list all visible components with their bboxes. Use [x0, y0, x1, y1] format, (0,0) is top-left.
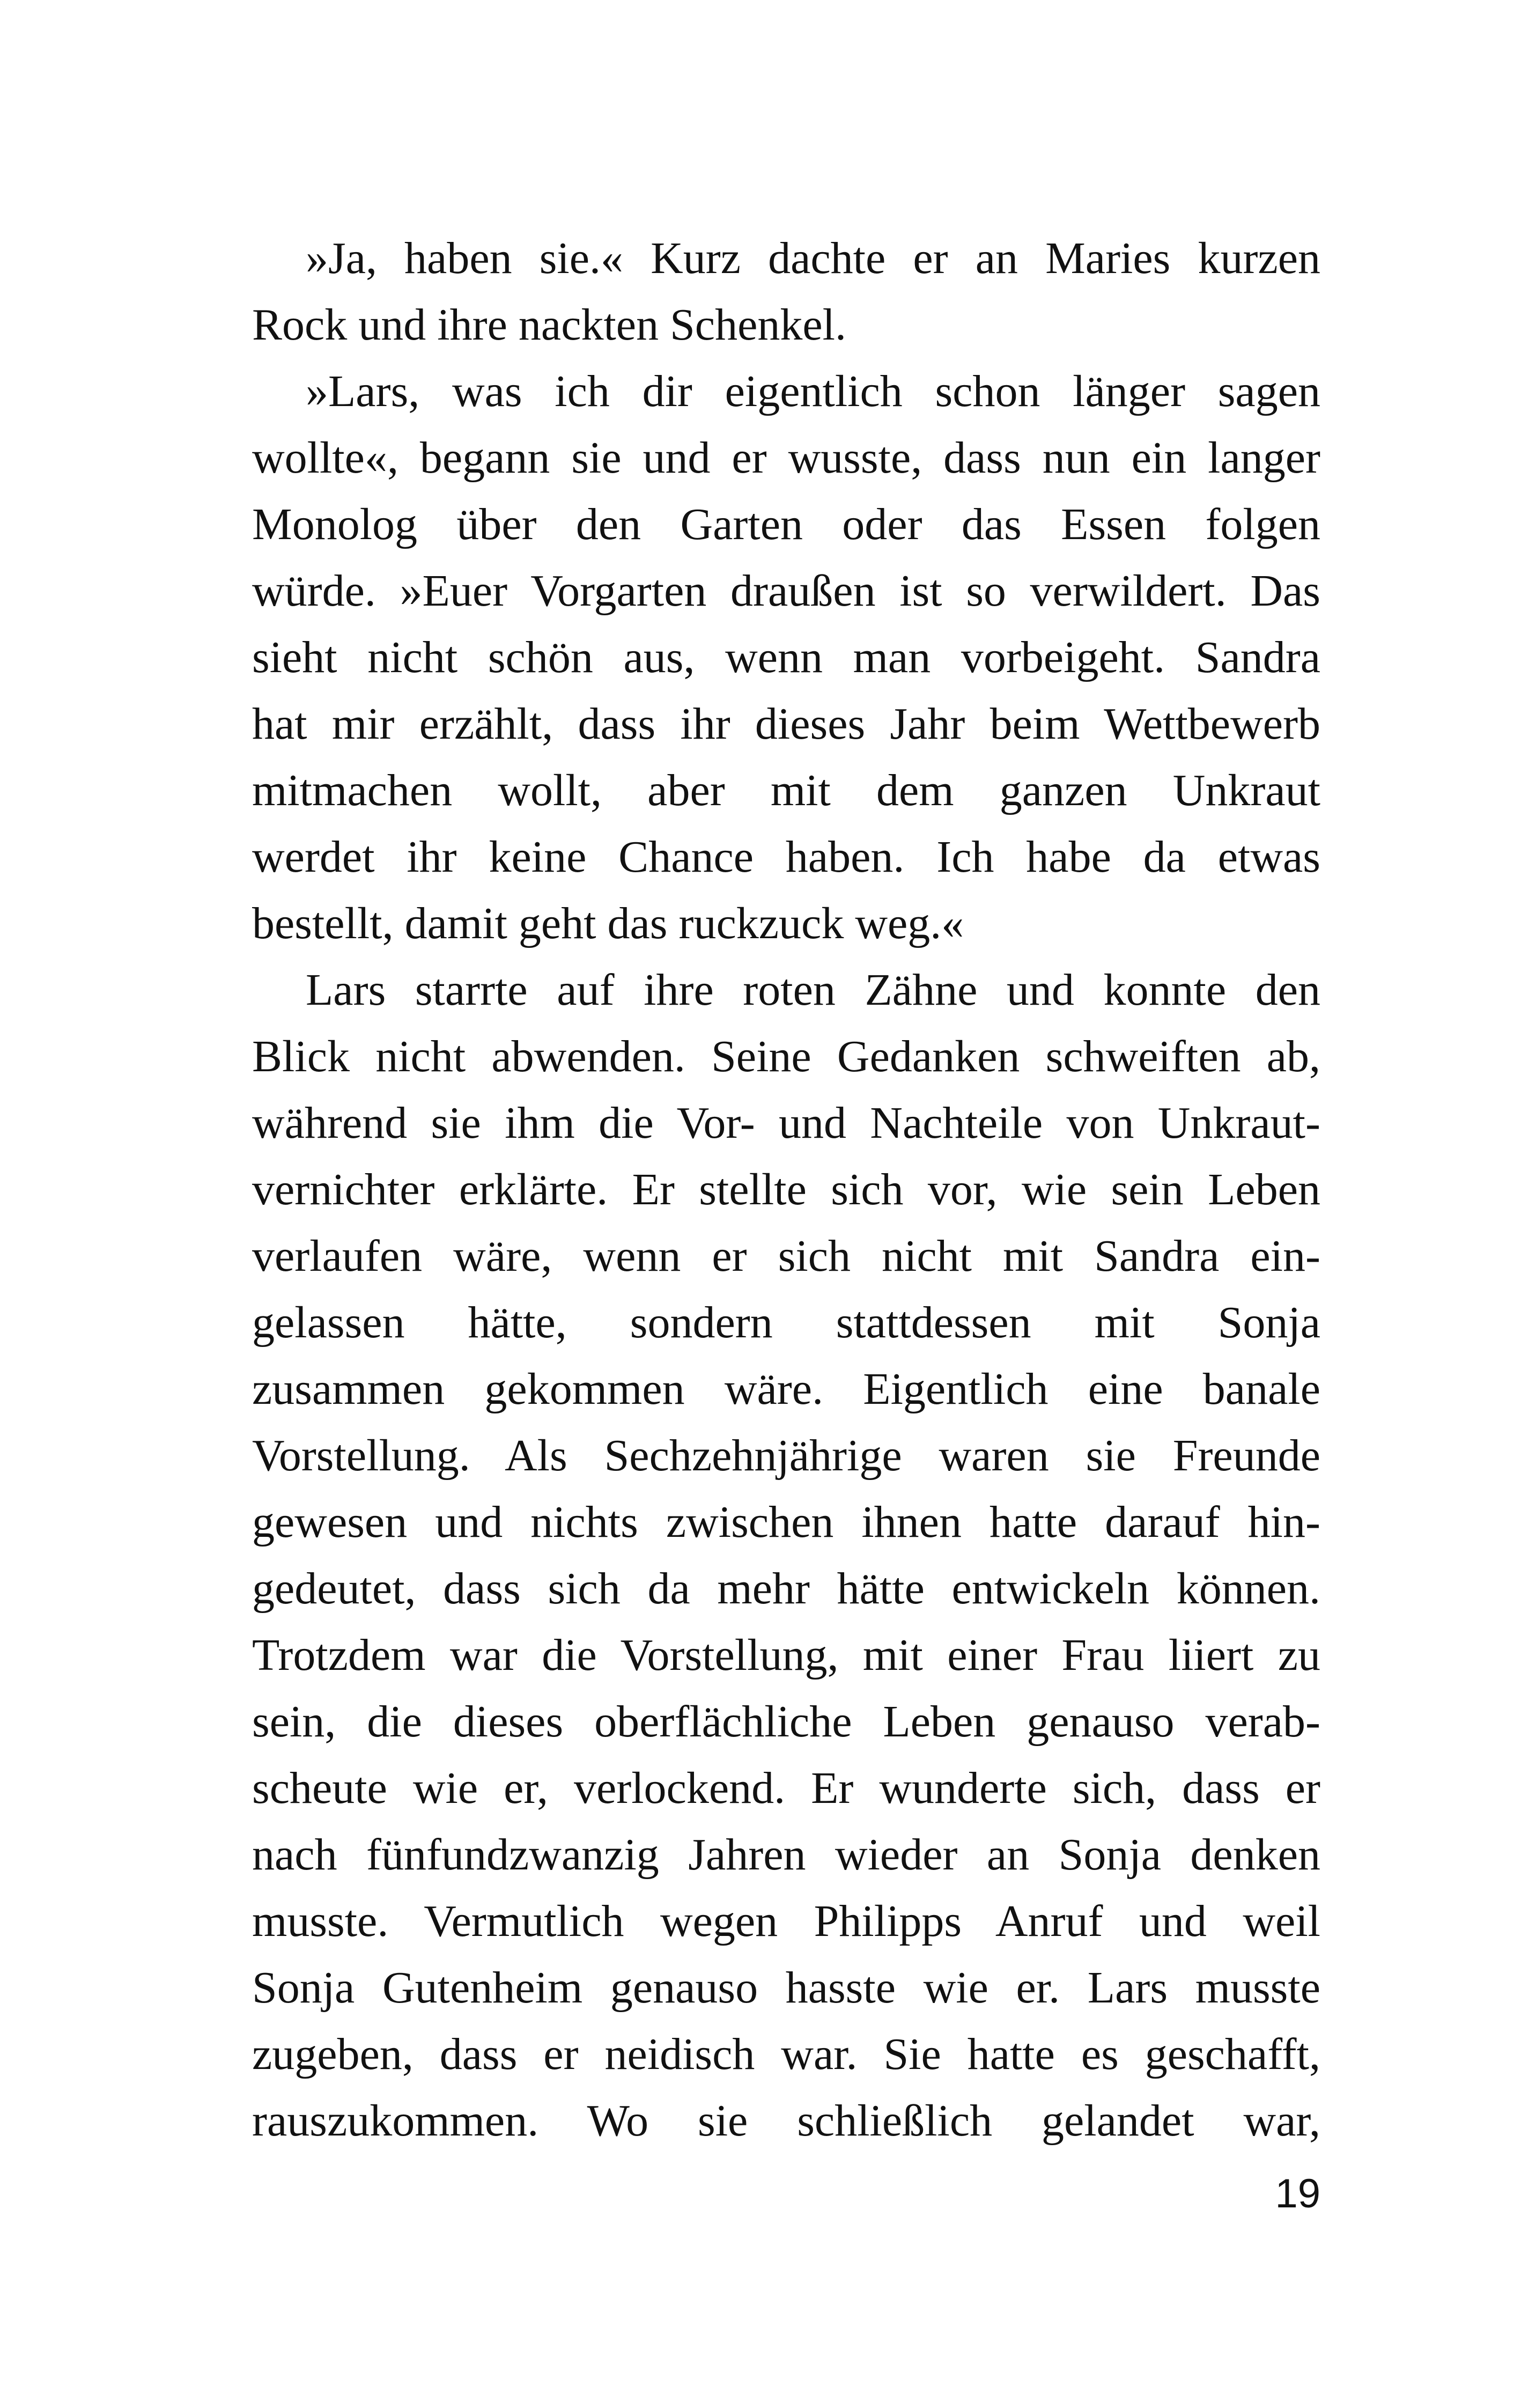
text-line: Trotzdem war die Vorstellung, mit einer Frau liiert zu — [252, 1630, 1320, 1680]
text-line: zugeben, dass er neidisch war. Sie hatte es geschafft, — [252, 2029, 1320, 2079]
text-line: verlaufen wäre, wenn er sich nicht mit Sandra ein- — [252, 1231, 1320, 1281]
text-line: musste. Vermutlich wegen Philipps Anruf und weil — [252, 1896, 1320, 1946]
text-line: Lars starrte auf ihre roten Zähne und konnte den — [306, 965, 1320, 1015]
text-line: sein, die dieses oberflächliche Leben genauso verab- — [252, 1697, 1320, 1747]
text-line: rauszukommen. Wo sie schließlich gelandet war, — [252, 2096, 1320, 2146]
text-line: werdet ihr keine Chance haben. Ich habe da etwas — [252, 832, 1320, 882]
page-number: 19 — [1275, 2171, 1320, 2216]
text-line: Sonja Gutenheim genauso hasste wie er. Lars musste — [252, 1963, 1320, 2013]
text-line: gedeutet, dass sich da mehr hätte entwickeln können. — [252, 1564, 1320, 1614]
paragraph-3 — [252, 957, 1320, 2154]
text-line: bestellt, damit geht das ruckzuck weg.« — [252, 899, 964, 948]
text-line: würde. »Euer Vorgarten draußen ist so verwildert. Das — [252, 566, 1320, 616]
text-line: »Ja, haben sie.« Kurz dachte er an Maries kurzen — [306, 233, 1320, 283]
text-line: »Lars, was ich dir eigentlich schon länger sagen — [306, 366, 1320, 416]
text-line: mitmachen wollt, aber mit dem ganzen Unkraut — [252, 765, 1320, 815]
text-line: Rock und ihre nackten Schenkel. — [252, 300, 846, 350]
text-line: nach fünfundzwanzig Jahren wieder an Sonja denken — [252, 1830, 1320, 1880]
text-line: sieht nicht schön aus, wenn man vorbeigeht. Sandra — [252, 632, 1320, 682]
text-line: wollte«, begann sie und er wusste, dass nun ein langer — [252, 433, 1320, 483]
text-line: Monolog über den Garten oder das Essen folgen — [252, 499, 1320, 549]
body-text — [252, 225, 1320, 2154]
text-line: während sie ihm die Vor- und Nachteile von Unkraut- — [252, 1098, 1320, 1148]
text-line: zusammen gekommen wäre. Eigentlich eine banale — [252, 1364, 1320, 1414]
text-line: gewesen und nichts zwischen ihnen hatte darauf hin- — [252, 1497, 1320, 1547]
paragraph-1 — [252, 225, 1320, 358]
text-line: scheute wie er, verlockend. Er wunderte sich, dass er — [252, 1763, 1320, 1813]
text-line: gelassen hätte, sondern stattdessen mit Sonja — [252, 1298, 1320, 1347]
text-line: Blick nicht abwenden. Seine Gedanken schweiften ab, — [252, 1032, 1320, 1081]
text-line: vernichter erklärte. Er stellte sich vor, wie sein Leben — [252, 1165, 1320, 1214]
text-line: Vorstellung. Als Sechzehnjährige waren sie Freunde — [252, 1431, 1320, 1481]
paragraph-2 — [252, 358, 1320, 957]
text-line: hat mir erzählt, dass ihr dieses Jahr beim Wettbewerb — [252, 699, 1320, 749]
